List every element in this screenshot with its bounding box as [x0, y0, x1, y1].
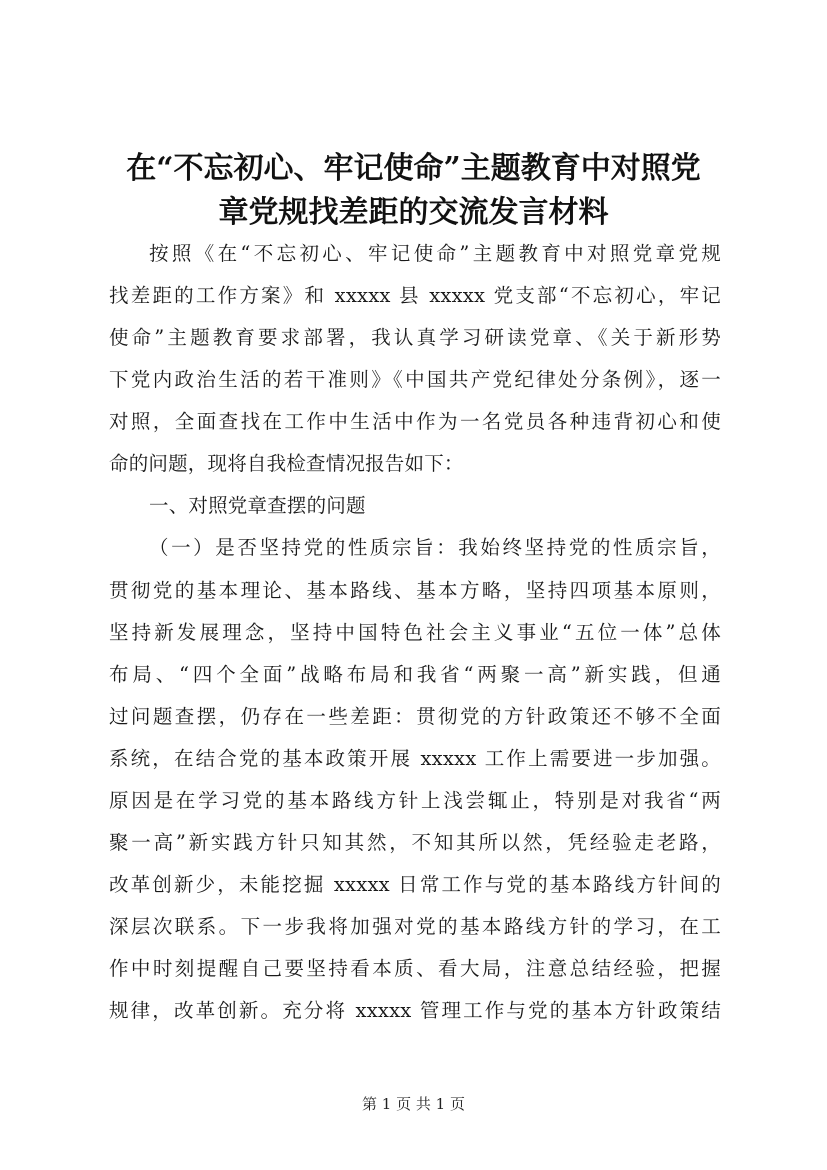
body-line-15: 聚一高”新实践方针只知其然，不知其所以然，凭经验走老路，: [109, 831, 721, 854]
body-line-12: 过问题查摆，仍存在一些差距：贯彻党的方针政策还不够不全面: [109, 705, 721, 728]
body-line-11: 布局、“四个全面”战略布局和我省“两聚一高”新实践，但通: [109, 663, 721, 686]
body-line-4: 下党内政治生活的若干准则》《中国共产党纪律处分条例》，逐一: [109, 368, 721, 391]
document-title-line-2: 章党规找差距的交流发言材料: [218, 195, 609, 230]
body-line-9: 贯彻党的基本理论、基本路线、基本方略，坚持四项基本原则，: [109, 579, 721, 602]
body-line-17: 深层次联系。下一步我将加强对党的基本路线方针的学习，在工: [109, 915, 721, 938]
body-line-1: 按照《在“不忘初心、牢记使命”主题教育中对照党章党规: [149, 242, 721, 265]
body-line-2: 找差距的工作方案》和 xxxxx 县 xxxxx 党支部“不忘初心，牢记: [109, 284, 721, 307]
section-heading: 一、对照党章查摆的问题: [149, 494, 366, 517]
body-line-10: 坚持新发展理念，坚持中国特色社会主义事业“五位一体”总体: [109, 621, 721, 644]
document-title-line-1: 在“不忘初心、牢记使命”主题教育中对照党: [126, 151, 701, 186]
body-line-19: 规律，改革创新。充分将 xxxxx 管理工作与党的基本方针政策结: [109, 999, 721, 1022]
body-line-8: （一）是否坚持党的性质宗旨：我始终坚持党的性质宗旨，: [149, 536, 721, 559]
body-line-5: 对照，全面查找在工作中生活中作为一名党员各种违背初心和使: [109, 410, 721, 433]
body-line-14: 原因是在学习党的基本路线方针上浅尝辄止，特别是对我省“两: [109, 789, 721, 812]
body-line-3: 使命”主题教育要求部署，我认真学习研读党章、《关于新形势: [109, 326, 721, 349]
body-line-13: 系统，在结合党的基本政策开展 xxxxx 工作上需要进一步加强。: [109, 747, 721, 770]
body-line-16: 改革创新少，未能挖掘 xxxxx 日常工作与党的基本路线方针间的: [109, 873, 721, 896]
body-line-6: 命的问题，现将自我检查情况报告如下：: [109, 452, 464, 475]
body-line-18: 作中时刻提醒自己要坚持看本质、看大局，注意总结经验，把握: [109, 957, 721, 980]
page-footer: 第 1 页 共 1 页: [362, 1095, 465, 1113]
